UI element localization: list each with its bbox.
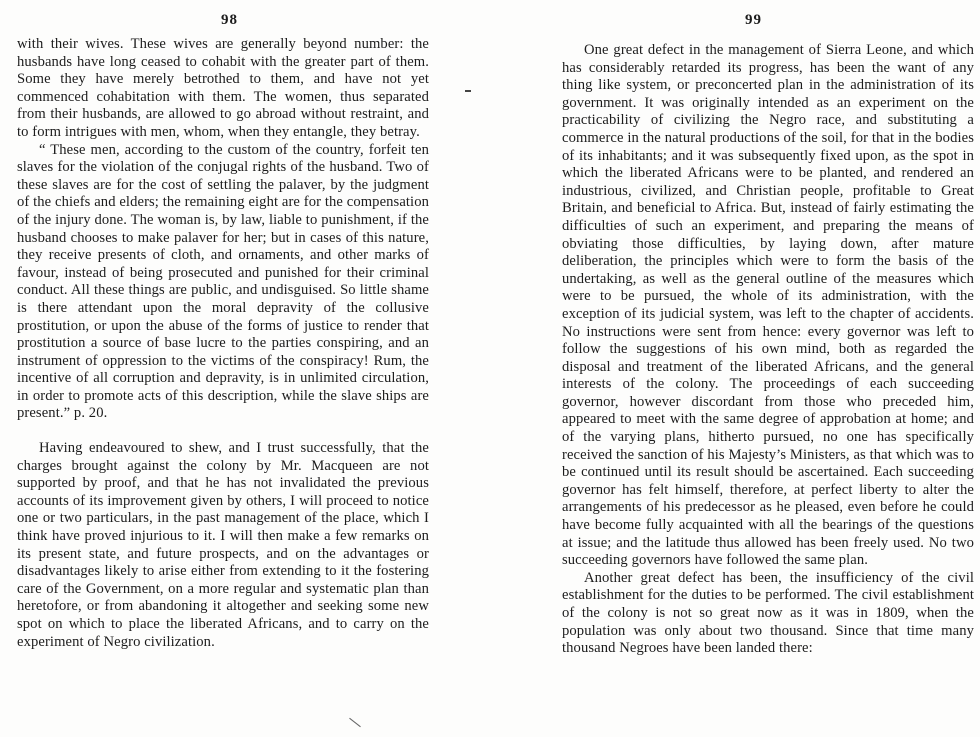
paragraph: with their wives. These wives are generally beyond number: the husbands have long ceased to cohabit with the greater part of them. Some they have merely betrothed to them, and have not yet commenced cohabitation with them. The women, thus separated from their husbands, are allowed to go abroad without restraint, and to form intrigues with men, whom, when they entangle, they betray. [17, 36, 429, 140]
paragraph: Having endeavoured to shew, and I trust successfully, that the charges brought against the colony by Mr. Macqueen are not supported by proof, and that he has not invalidated the previous accounts of its improvement given by others, I will proceed to notice one or two particulars, in the past management of the place, which I think have proved injurious to it. I will then make a few remarks on its present state, and future prospects, and on the advantages or disadvantages likely to arise either from extending to it the fostering care of the Government, on a more regular and systematic plan than heretofore, or from abandoning it altogether and seeking some new spot on which to place the liberated Africans, and to carry on the experiment of Negro civilization. [17, 440, 429, 650]
scan-artifact [349, 718, 361, 727]
quoted-paragraph: “ These men, according to the custom of the country, forfeit ten slaves for the violation of the conjugal rights of the husband. Two of these slaves are for the cost of settling the palaver, by the judgment of the chiefs and elders; the remaining eight are for the compensation of the injury done. The woman is, by law, liable to punishment, if the husband chooses to make palaver for her; but in cases of this nature, they receive presents of cloth, and ornaments, and other marks of favour, instead of being prosecuted and punished for their criminal conduct. All these things are public, and undisguised. So little shame is there attendant upon the moral depravity of the collusive prostitution, or upon the abuse of the forms of justice to render that prostitution a source of base lucre to the parties conspiring, and an instrument of oppression to the victims of the conspiracy! Rum, the incentive of all corruption and depravity, is in unlimited circulation, in order to promote acts of this description, while the slave ships are present.” p. 20. [17, 141, 429, 422]
margin-mark [465, 90, 471, 92]
right-page [490, 0, 980, 737]
text-column [562, 42, 974, 658]
paragraph: Another great defect has been, the insufficiency of the civil establishment for the duties to be performed. The civil establishment of the colony is not so great now as it was in 1809, when the population was only about two thousand. Since that time many thousand Negroes have been landed there: [562, 569, 974, 657]
page-number: 98 [221, 12, 238, 28]
page-number: 99 [745, 12, 762, 28]
paragraph: One great defect in the management of Sierra Leone, and which has considerably retarded its progress, has been the want of any thing like system, or preconcerted plan in the administration of its government. It was originally intended as an experiment on the practicability of civilizing the Negro race, and substituting a commerce in the natural productions of the soil, for that in the bodies of its inhabitants; and it was subsequently fixed upon, as the spot in which the liberated Africans were to be planted, and rendered an industrious, civilized, and Christian people, profitable to Great Britain, and beneficial to Africa. But, instead of fairly estimating the difficulties of such an experiment, and preparing the means of obviating those difficulties, by laying down, after mature deliberation, the principles which were to form the basis of the undertaking, as well as the general outline of the measures which were to be pursued, the whole of its administration, with the exception of its judicial system, was left to the chapter of accidents. No instructions were sent from hence: every governor was left to follow the suggestions of his own mind, both as regarded the disposal and treatment of the liberated Africans, and the general interests of the colony. The proceedings of each succeeding governor, however discordant from those who preceded him, appeared to meet with the same degree of approbation at home; and of the varying plans, hitherto pursued, no one has specifically received the sanction of his Majesty’s Ministers, as that which was to be continued until its result should be ascertained. Each succeeding governor has felt himself, therefore, at perfect liberty to alter the arrangements of his predecessor as he pleased, even before he could have become fully acquainted with all the bearings of the questions at issue; and the latitude thus allowed has been freely used. No two succeeding governors have followed the same plan. [562, 42, 974, 569]
text-column [17, 36, 429, 651]
